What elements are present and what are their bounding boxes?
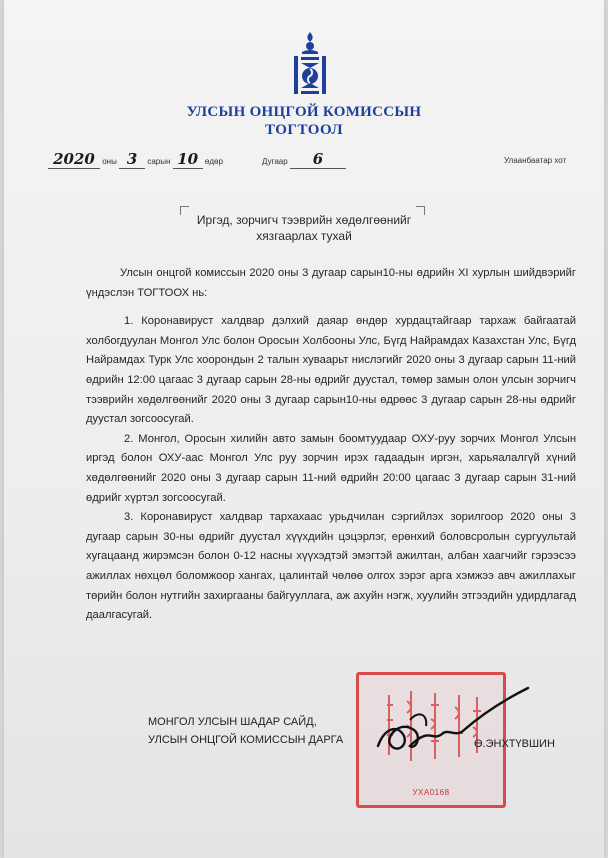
- doc-body: [86, 264, 576, 626]
- doc-subject-line2: хязгаарлах тухай: [256, 229, 352, 243]
- number-label: Дугаар: [262, 157, 288, 166]
- number-line: [262, 150, 346, 169]
- org-title: УЛСЫН ОНЦГОЙ КОМИССЫН: [186, 104, 422, 120]
- document-page: [4, 0, 604, 858]
- date-day-suffix: өдөр: [204, 157, 223, 166]
- signatory-name: Ө.ЭНХТҮВШИН: [474, 738, 555, 750]
- body-paragraph-3: 3. Коронавируст халдвар тархахаас урьдчилан сэргийлэх зорилгоор 2020 оны 3 дугаар сарын 30-ны өдрийг дуустал хүүхдийн цэцэрлэг, ерөнхий боловсролын сургуультай хугацаанд жирэмсэн болон 0-12 насны хүүхэдтэй эмэгтэй ажилтан, албан хаагчийг гэрээсээ ажиллах нөхцөл боломжоор хангах, цалинтай чөлөө олгох зэрэг арга хэмжээ авч ажиллахыг төрийн болон нутгийн захиргааны байгууллага, аж ахуйн нэгж, хуулийн этгээдийн удирдлагад даалгасугай.: [86, 511, 576, 622]
- soyombo-emblem-icon: [290, 30, 330, 100]
- body-paragraph-2: 2. Монгол, Оросын хилийн авто замын боомтуудаар ОХУ-руу зорчих Монгол Улсын иргэд болон ОХУ-аас Монгол Улс руу зорчин ирэх гадаадын иргэн, харьяалалгүй хүний хөдөлгөөнийг 2020 оны 3 дугаар сарын 11-ний өдрийн 20:00 цагаас 3 дугаар сарын 31-ний өдрийг хүртэл зогсоосугай.: [86, 432, 576, 504]
- date-day: 10: [173, 150, 203, 169]
- signatory-title-line2: УЛСЫН ОНЦГОЙ КОМИССЫН ДАРГА: [148, 734, 344, 746]
- body-paragraph-1: 1. Коронавируст халдвар дэлхий даяар өндөр хурдацтайгаар тархаж байгаатай холбогдуулан Монгол Улс болон Оросын Холбооны Улс, Бүгд Найрамдах Казахстан Улс, Бүгд Найрамдах Турк Улс хоорондын 2 талын хуваарьт нислэгийг 2020 оны 3 дугаар сарын 11-ний өдрийн 12:00 цагаас 3 дугаар сарын 28-ны өдрийг дуустал, төмөр замын олон улсын зорчигч тээврийн хөдөлгөөнийг 2020 оны 3 дугаар сарын10-ны өдрөөс 3 дугаар сарын 28-ны өдрийг дуустал зогсоосугай.: [86, 315, 576, 426]
- date-month-suffix: сарын: [147, 157, 171, 166]
- date-year: 2020: [48, 150, 100, 169]
- city: Улаанбаатар хот: [504, 156, 567, 165]
- doc-type-title: ТОГТООЛ: [264, 122, 344, 138]
- date-month: 3: [119, 150, 145, 169]
- body-intro: Улсын онцгой комиссын 2020 оны 3 дугаар сарын10-ны өдрийн XI хурлын шийдвэрийг үндэслэн ТОГТООХ нь:: [86, 267, 576, 299]
- signatory-title-line1: МОНГОЛ УЛСЫН ШАДАР САЙД,: [148, 716, 317, 728]
- date-year-suffix: оны: [102, 157, 117, 166]
- doc-subject-line1: Иргэд, зорчигч тээврийн хөдөлгөөнийг: [196, 213, 412, 227]
- doc-number: 6: [290, 150, 346, 169]
- date-line: [48, 150, 223, 169]
- stamp-code: УХА0168: [412, 788, 450, 797]
